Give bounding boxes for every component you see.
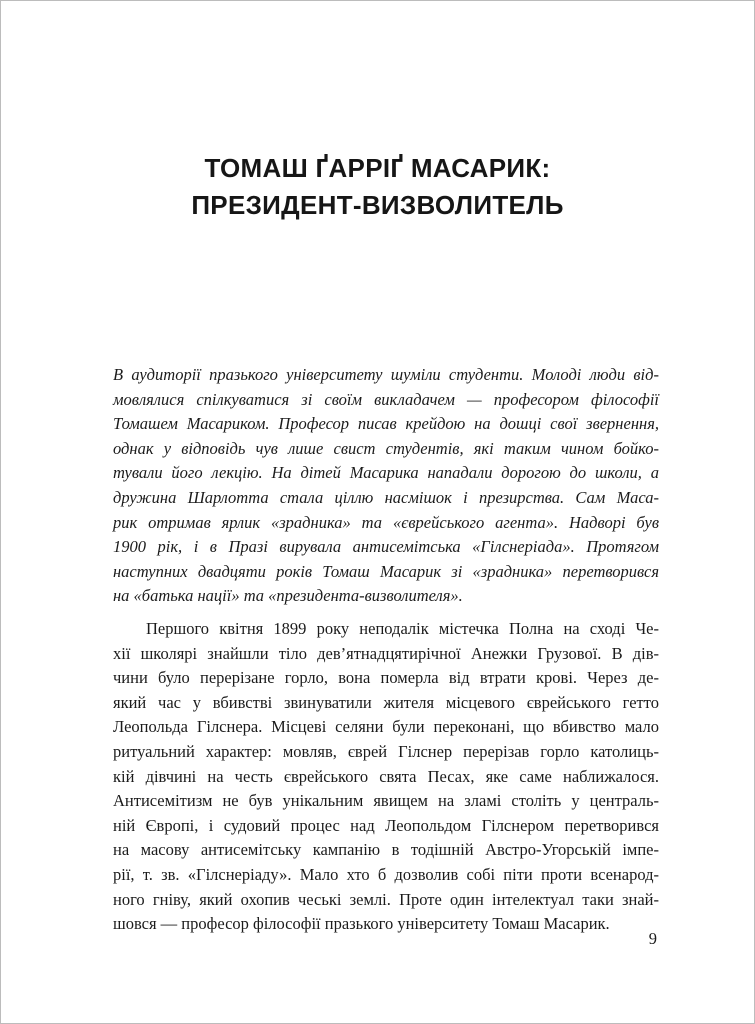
text-line: ній Європі, і судовий процес над Леопольдом Гілснером перетворився — [113, 815, 659, 835]
chapter-title — [1, 150, 754, 224]
text-line: Леопольда Гілснера. Місцеві селяни були переконані, що вбивство мало — [113, 717, 659, 737]
text-line: на масову антисемітську кампанію в тодішній Австро-Угорській імпе- — [113, 840, 659, 860]
text-line: чини було перерізане горло, вона померла від втрати крові. Через де- — [113, 668, 659, 688]
text-line: шовся — професор філософії празького університету Томаш Масарик. — [113, 914, 610, 934]
body-paragraph — [113, 617, 659, 937]
text-line: мовлялися спілкуватися зі своїм викладачем — професором філософії — [113, 389, 659, 409]
text-line: рик отримав ярлик «зрадника» та «єврейського агента». Надворі був — [113, 512, 659, 532]
text-line: рії, т. зв. «Гілснеріаду». Мало хто б дозволив собі піти проти всенарод- — [113, 864, 659, 884]
text-line: В аудиторії празького університету шуміли студенти. Молоді люди від- — [113, 365, 659, 384]
text-line: хії школярі знайшли тіло дев’ятнадцятирічної Анежки Грузової. В дів- — [113, 643, 659, 663]
text-line: наступних двадцяти років Томаш Масарик зі «зрадника» перетворився — [113, 561, 659, 581]
intro-paragraph — [113, 363, 659, 609]
text-line: Антисемітизм не був унікальним явищем на зламі століть у централь- — [113, 791, 659, 811]
text-line: на «батька нації» та «президента-визволителя». — [113, 586, 463, 606]
text-line: 1900 рік, і в Празі вирувала антисемітська «Гілснеріада». Протягом — [113, 537, 659, 557]
text-line: тували його лекцію. На дітей Масарика нападали дорогою до школи, а — [113, 463, 659, 483]
chapter-title-line-1: ТОМАШ ҐАРРІҐ МАСАРИК: — [204, 153, 551, 183]
chapter-title-line-2: ПРЕЗИДЕНТ-ВИЗВОЛИТЕЛЬ — [191, 190, 564, 220]
text-line: дружина Шарлотта стала ціллю насмішок і презирства. Сам Маса- — [113, 487, 659, 507]
text-line: який час у вбивстві звинуватили жителя місцевого єврейського гетто — [113, 692, 659, 712]
text-line: ритуальний характер: мовляв, єврей Гілснер перерізав горло католиць- — [113, 741, 659, 761]
text-line: однак у відповідь чув лише свист студентів, які таким чином бойко- — [113, 438, 659, 458]
text-line: Першого квітня 1899 року неподалік містечка Полна на сході Че- — [146, 619, 659, 638]
page-number: 9 — [648, 929, 657, 948]
text-line: кій дівчині на честь єврейського свята Песах, яке саме наближалося. — [113, 766, 659, 786]
text-line: Томашем Масариком. Професор писав крейдою на дошці свої звернення, — [113, 414, 659, 434]
text-line: ного гніву, який охопив чеські землі. Проте один інтелектуал таки знай- — [113, 889, 659, 909]
